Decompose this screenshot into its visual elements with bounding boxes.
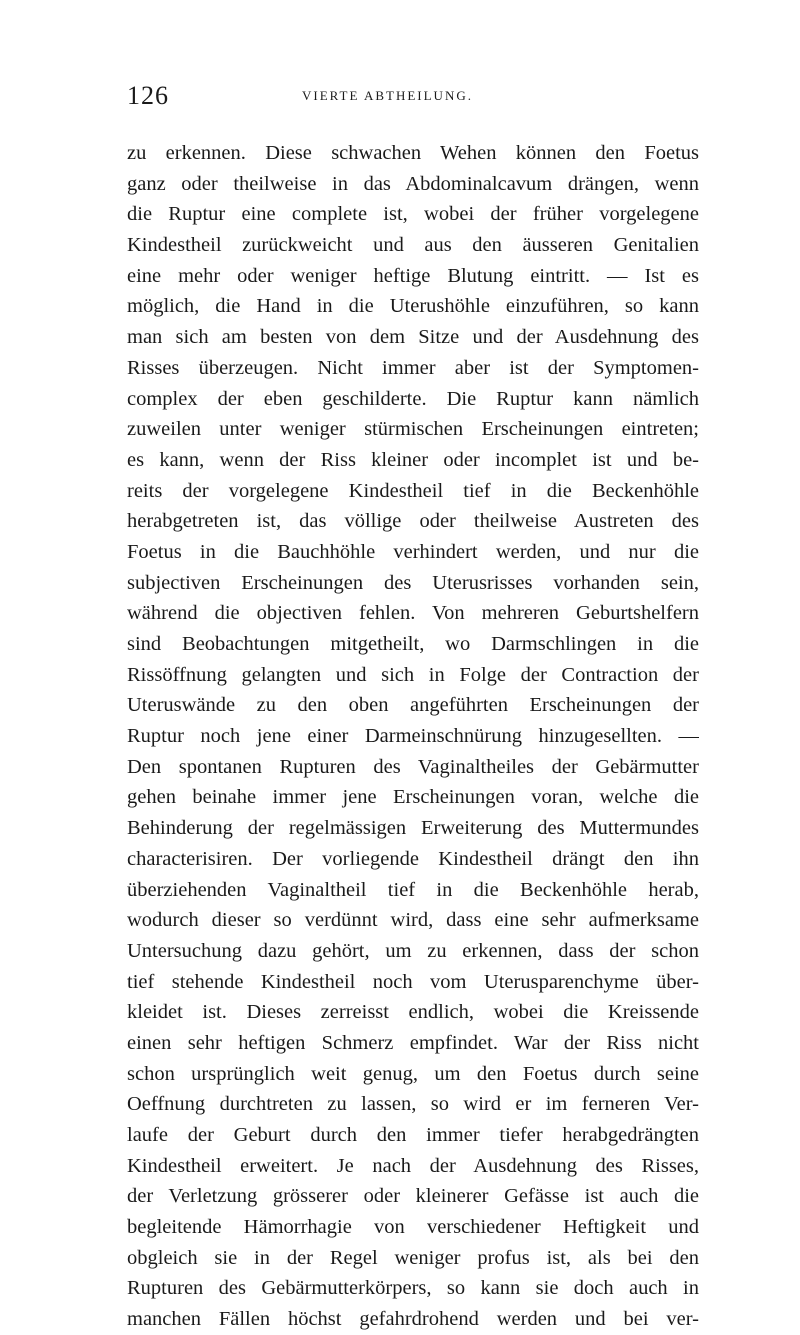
text-line: gehen beinahe immer jene Erscheinungen voran, welche die	[127, 786, 699, 809]
text-line: man sich am besten von dem Sitze und der Ausdehnung des	[127, 326, 699, 349]
text-line: Ruptur noch jene einer Darmeinschnürung hinzugesellten. —	[127, 725, 699, 748]
page-number: 126	[127, 81, 169, 110]
text-line: tief stehende Kindestheil noch vom Uterusparenchyme über-	[127, 970, 699, 993]
text-line: Rupturen des Gebärmutterkörpers, so kann sie doch auch in	[127, 1277, 699, 1300]
text-line: Uteruswände zu den oben angeführten Erscheinungen der	[127, 694, 699, 717]
text-line: zuweilen unter weniger stürmischen Erscheinungen eintreten;	[127, 418, 699, 441]
text-line: zu erkennen. Diese schwachen Wehen können den Foetus	[127, 142, 699, 164]
text-line: sind Beobachtungen mitgetheilt, wo Darmschlingen in die	[127, 633, 699, 655]
text-line: Kindestheil erweitert. Je nach der Ausdehnung des Risses,	[127, 1154, 699, 1177]
text-line: die Ruptur eine complete ist, wobei der früher vorgelegene	[127, 203, 699, 226]
text-line: Den spontanen Rupturen des Vaginaltheiles der Gebärmutter	[127, 755, 699, 778]
text-line: reits der vorgelegene Kindestheil tief in die Beckenhöhle	[127, 479, 699, 502]
body-text	[127, 138, 699, 1335]
page-header	[127, 80, 707, 112]
text-line: Foetus in die Bauchhöhle verhindert werden, und nur die	[127, 540, 699, 563]
text-line: einen sehr heftigen Schmerz empfindet. War der Riss nicht	[127, 1031, 699, 1054]
text-line: laufe der Geburt durch den immer tiefer herabgedrängten	[127, 1124, 699, 1146]
text-line: begleitende Hämorrhagie von verschiedener Heftigkeit und	[127, 1216, 699, 1239]
text-line: herabgetreten ist, das völlige oder theilweise Austreten des	[127, 510, 699, 533]
text-line: complex der eben geschilderte. Die Ruptur kann nämlich	[127, 387, 699, 410]
text-line: möglich, die Hand in die Uterushöhle einzuführen, so kann	[127, 295, 699, 318]
text-line: Kindestheil zurückweicht und aus den äusseren Genitalien	[127, 234, 699, 257]
text-line: Untersuchung dazu gehört, um zu erkennen, dass der schon	[127, 939, 699, 962]
text-line: kleidet ist. Dieses zerreisst endlich, wobei die Kreissende	[127, 1001, 699, 1024]
text-line: manchen Fällen höchst gefahrdrohend werden und bei ver-	[127, 1308, 699, 1331]
running-head: VIERTE ABTHEILUNG.	[302, 88, 473, 103]
text-line: der Verletzung grösserer oder kleinerer Gefässe ist auch die	[127, 1185, 699, 1208]
text-line: wodurch dieser so verdünnt wird, dass eine sehr aufmerksame	[127, 909, 699, 932]
text-line: Oeffnung durchtreten zu lassen, so wird er im ferneren Ver-	[127, 1093, 699, 1116]
text-line: eine mehr oder weniger heftige Blutung eintritt. — Ist es	[127, 264, 699, 287]
text-line: Behinderung der regelmässigen Erweiterung des Muttermundes	[127, 817, 699, 840]
text-line: überziehenden Vaginaltheil tief in die Beckenhöhle herab,	[127, 878, 699, 901]
text-line: Rissöffnung gelangten und sich in Folge der Contraction der	[127, 663, 699, 686]
text-line: ganz oder theilweise in das Abdominalcavum drängen, wenn	[127, 172, 699, 195]
text-line: characterisiren. Der vorliegende Kindestheil drängt den ihn	[127, 847, 699, 870]
text-line: während die objectiven fehlen. Von mehreren Geburtshelfern	[127, 602, 699, 625]
text-line: subjectiven Erscheinungen des Uterusrisses vorhanden sein,	[127, 571, 699, 594]
text-line: Risses überzeugen. Nicht immer aber ist der Symptomen-	[127, 356, 699, 379]
text-line: obgleich sie in der Regel weniger profus ist, als bei den	[127, 1246, 699, 1269]
text-line: schon ursprünglich weit genug, um den Foetus durch seine	[127, 1062, 699, 1085]
text-line: es kann, wenn der Riss kleiner oder incomplet ist und be-	[127, 448, 699, 471]
